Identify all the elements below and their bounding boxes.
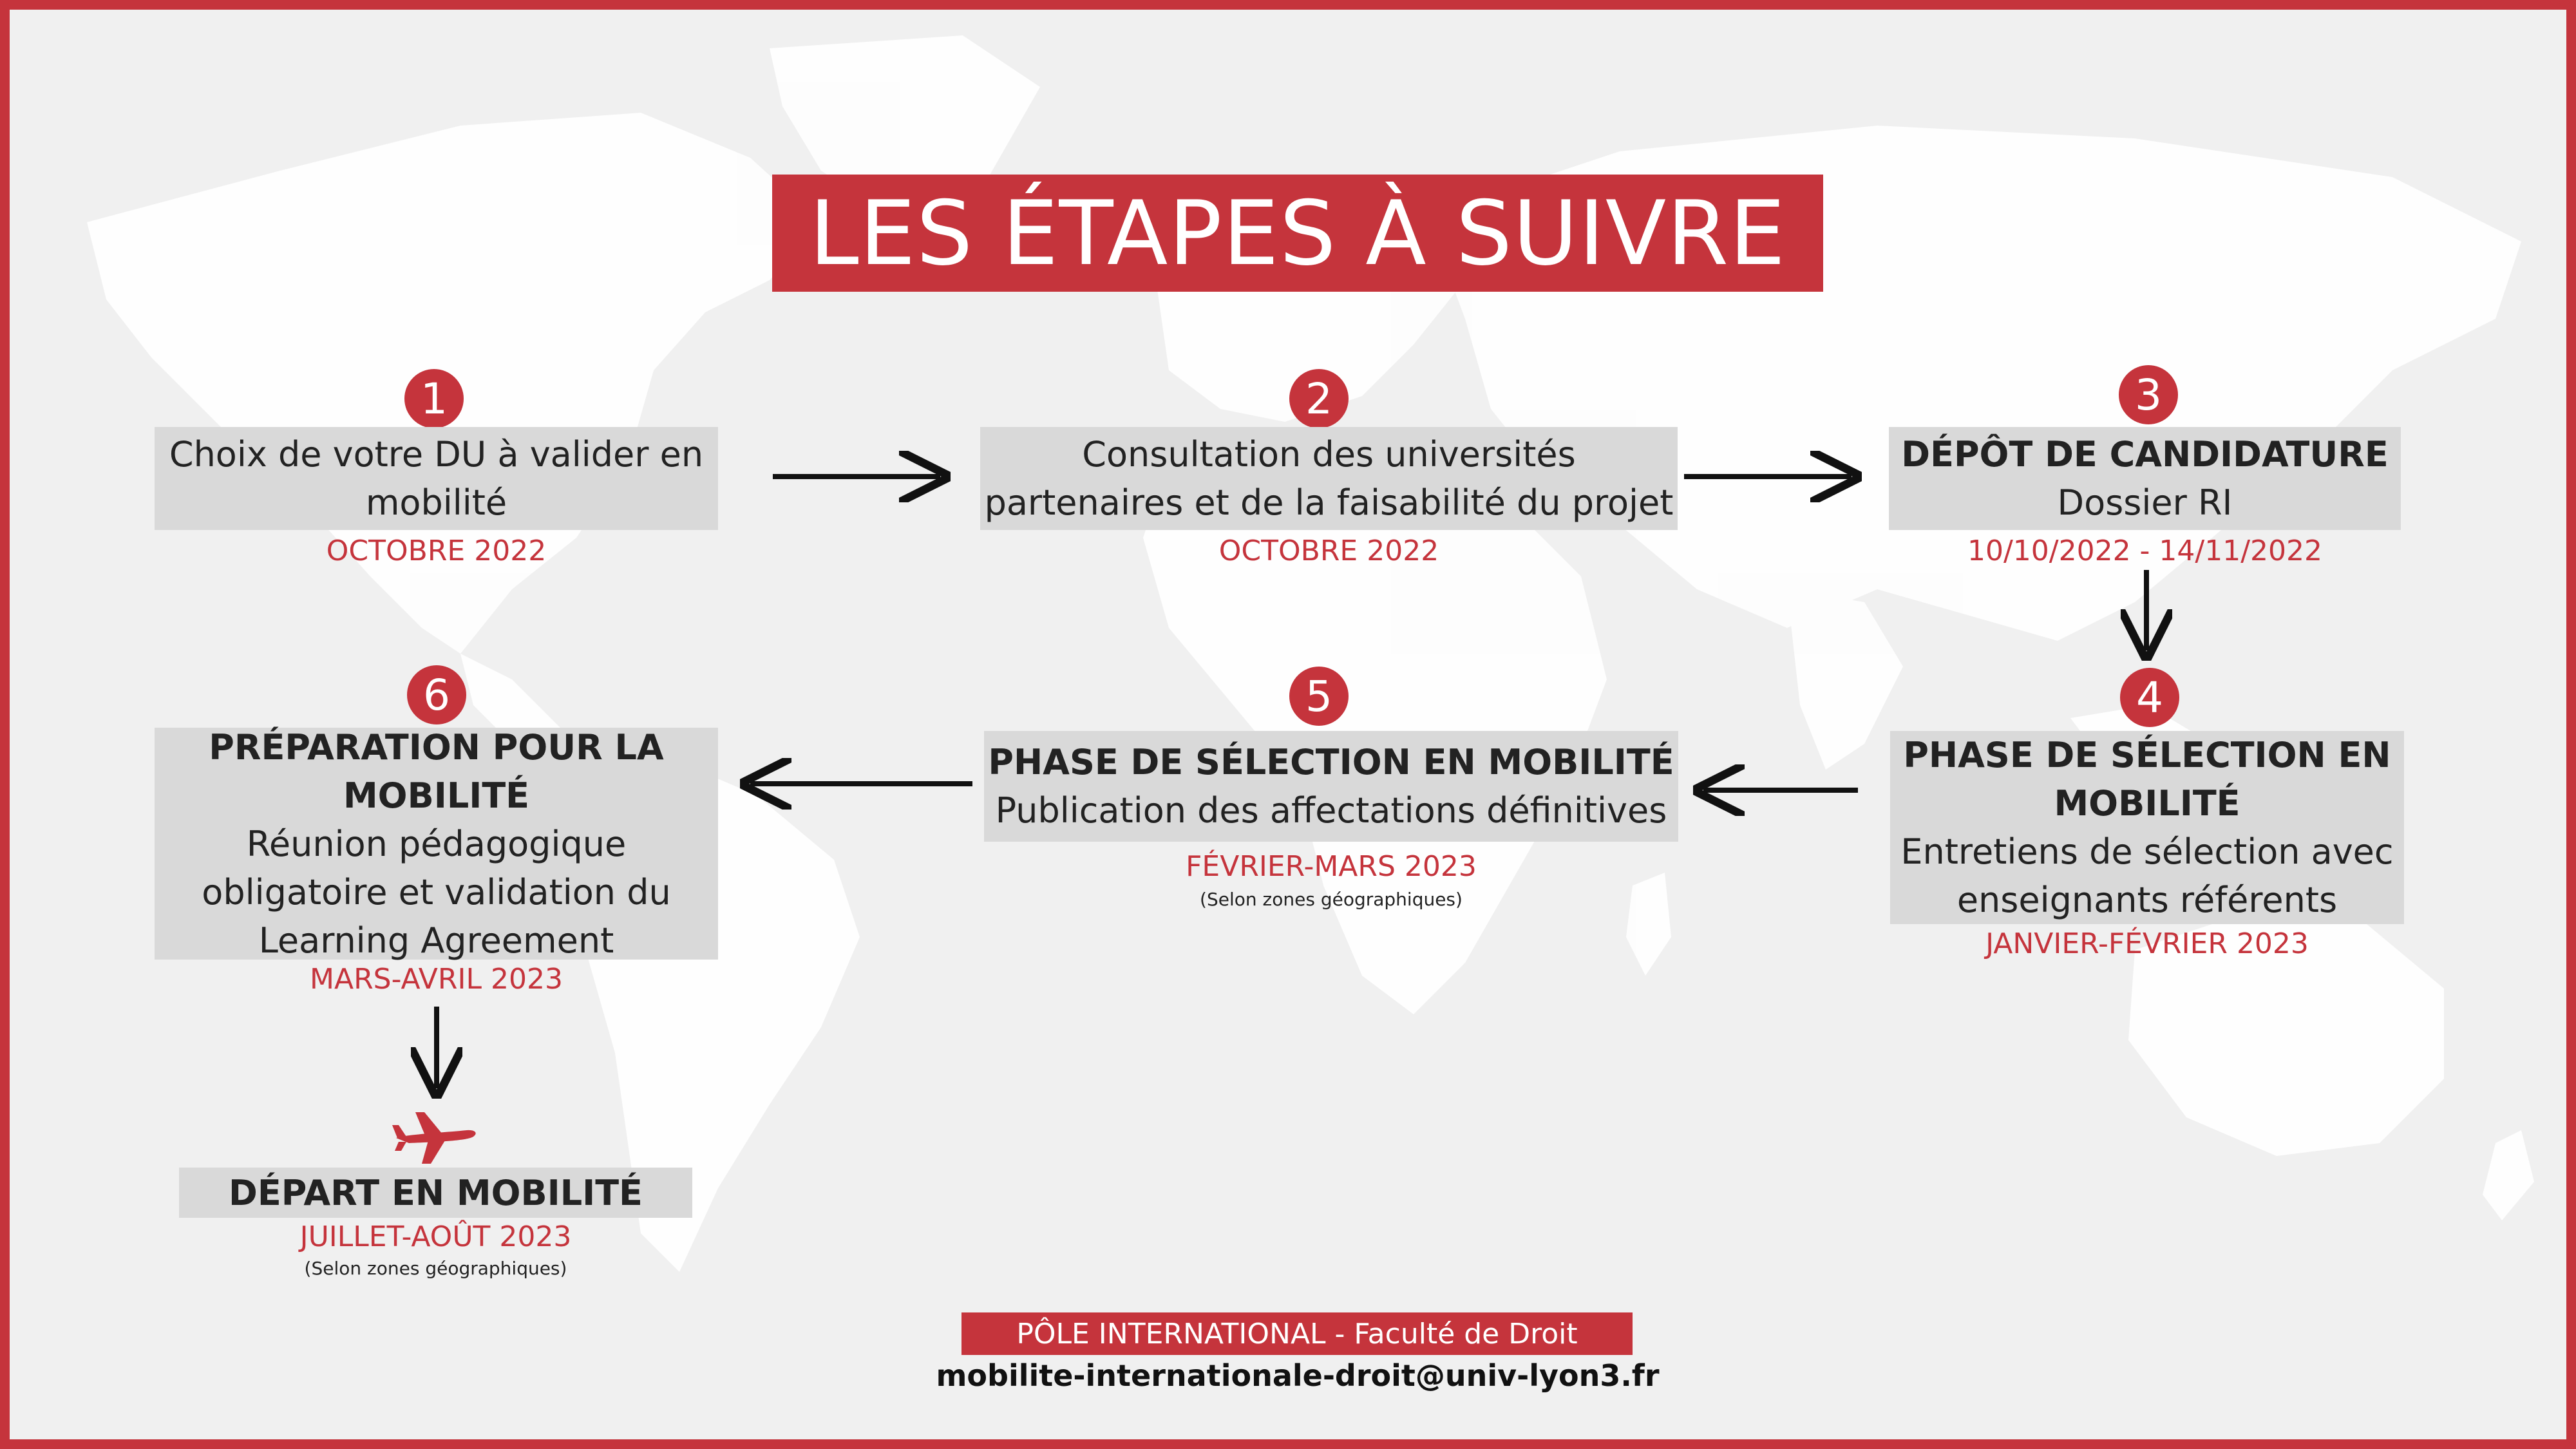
step-3-heading: DÉPÔT DE CANDIDATURE [1901,434,2389,475]
departure-heading: DÉPART EN MOBILITÉ [229,1172,643,1213]
step-3-date: 10/10/2022 - 14/11/2022 [1967,535,2323,567]
page-title: LES ÉTAPES À SUIVRE [809,181,1786,285]
step-1-date: OCTOBRE 2022 [326,535,547,567]
step-3-box [1889,427,2401,530]
step-6-date: MARS-AVRIL 2023 [310,963,563,996]
footer-email[interactable]: mobilite-internationale-droit@univ-lyon3.fr [936,1358,1660,1393]
step-2-date: OCTOBRE 2022 [1218,535,1439,567]
step-1-box [155,427,718,530]
step-4-heading-line-1: PHASE DE SÉLECTION EN [1903,735,2391,775]
step-6-line-1: Réunion pédagogique [246,823,627,864]
step-5-box [984,731,1678,842]
step-3-line-1: Dossier RI [2057,482,2233,523]
step-2-line-1: Consultation des universités [1082,434,1576,475]
footer-banner [961,1312,1633,1355]
departure-note: (Selon zones géographiques) [304,1258,567,1279]
step-4-box [1890,731,2404,924]
step-4-line-1: Entretiens de sélection avec [1900,831,2394,872]
step-6-box [155,728,718,960]
step-6-heading-line-2: MOBILITÉ [343,775,530,816]
footer-label: PÔLE INTERNATIONAL - Faculté de Droit [1016,1317,1578,1350]
step-5-note: (Selon zones géographiques) [1200,889,1463,910]
step-2-line-2: partenaires et de la faisabilité du projet [984,482,1674,523]
step-5-line-1: Publication des affectations définitives [995,790,1667,831]
step-1-line-1: Choix de votre DU à valider en [169,434,704,475]
step-4-number: 4 [2120,668,2179,727]
step-6-number: 6 [407,665,466,724]
step-6-line-2: obligatoire et validation du [202,871,671,913]
step-6-heading-line-1: PRÉPARATION POUR LA [209,726,664,768]
step-5-date: FÉVRIER-MARS 2023 [1186,850,1477,883]
step-2-number: 2 [1289,369,1349,428]
step-1-number: 1 [404,369,464,428]
step-1-line-2: mobilité [365,482,507,523]
airplane-icon [390,1104,480,1169]
step-4-heading-line-2: MOBILITÉ [2054,783,2240,824]
step-5-number: 5 [1289,667,1349,726]
departure-box [179,1168,692,1218]
step-3-number: 3 [2119,365,2178,424]
step-4-line-2: enseignants référents [1956,880,2338,920]
step-4-date: JANVIER-FÉVRIER 2023 [1985,927,2309,960]
departure-date: JUILLET-AOÛT 2023 [299,1220,572,1253]
step-5-heading: PHASE DE SÉLECTION EN MOBILITÉ [988,742,1674,782]
step-2-box [980,427,1678,530]
step-6-line-3: Learning Agreement [258,920,614,961]
